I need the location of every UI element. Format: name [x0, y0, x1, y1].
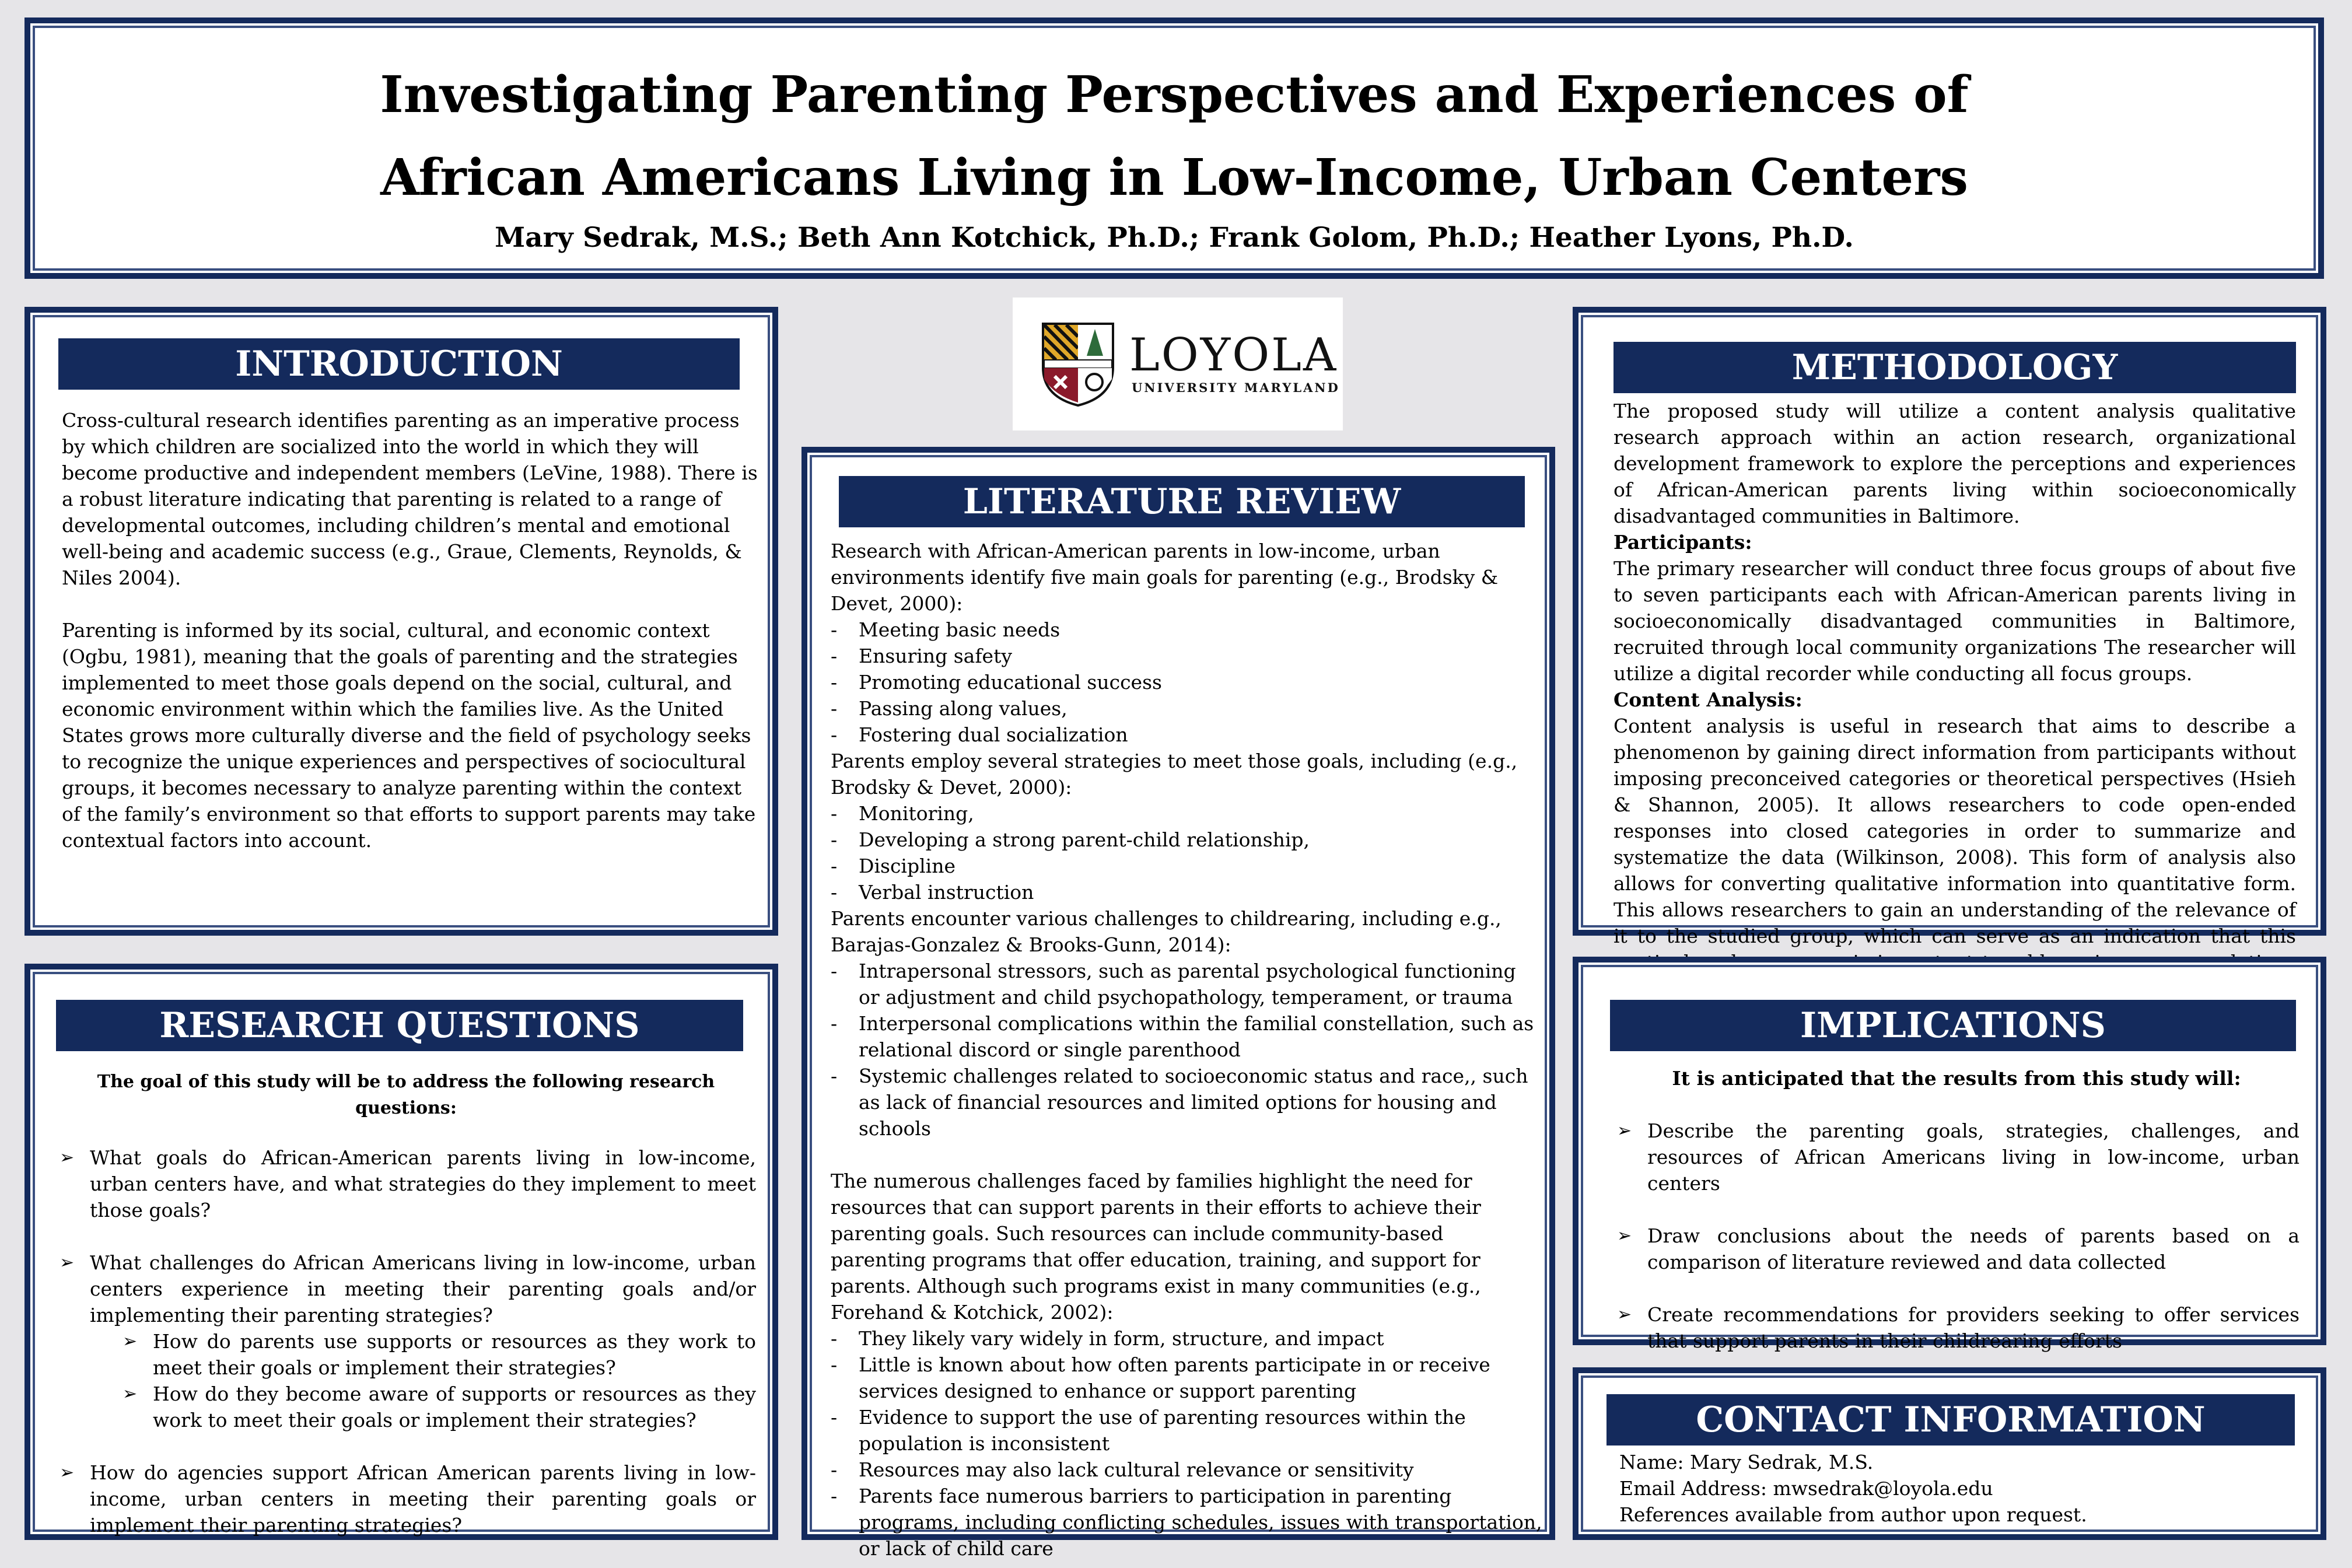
program-item: - They likely vary widely in form, structure, and impact [831, 1325, 1542, 1352]
challenge-item: - Intrapersonal stressors, such as parental psychological functioning or adjustment and child psychopathology, temperament, or trauma [831, 958, 1542, 1010]
goal-item: - Meeting basic needs [831, 617, 1542, 643]
literature-review-heading: LITERATURE REVIEW [839, 476, 1525, 527]
strategy-item: - Discipline [831, 853, 1542, 879]
content-analysis-label: Content Analysis: [1614, 688, 1803, 711]
arrow-bullet-icon: ➢ [60, 1462, 75, 1483]
arrow-bullet-icon: ➢ [1617, 1226, 1632, 1246]
arrow-bullet-icon: ➢ [123, 1331, 138, 1352]
introduction-paragraph-1: Cross-cultural research identifies parenting as an imperative process by which children are socialized into the world in which they will become productive and independent members (LeVine, 1988). There is a robust literature indicating that parenting is related to a range of developmental outcomes, including children’s mental and emotional well-being and academic success (e.g., Graue, Clements, Reynolds, & Niles 2004). [62, 409, 758, 589]
introduction-paragraph-2: Parenting is informed by its social, cultural, and economic context (Ogbu, 1981), meaning that the goals of parenting and the strategies implemented to meet those goals depend on the social, cultural, and economic environment within which the families live. As the United States grows more culturally diverse and the field of psychology seeks to recognize the unique experiences and perspectives of sociocultural groups, it becomes necessary to analyze parenting within the context of the family’s environment so that efforts to support parents may take contextual factors into account. [62, 619, 756, 852]
authors: Mary Sedrak, M.S.; Beth Ann Kotchick, Ph.D.; Frank Golom, Ph.D.; Heather Lyons, Ph.D. [495, 222, 1854, 254]
contact-email: Email Address: mwsedrak@loyola.edu [1619, 1477, 1993, 1500]
sub-question-item: ➢ How do they become aware of supports or resources as they work to meet their goals or implement their strategies? [119, 1381, 756, 1433]
contact-panel [1573, 1367, 2326, 1540]
strategy-item: - Developing a strong parent-child relationship, [831, 827, 1542, 853]
question-item: ➢ How do agencies support African American parents living in low-income, urban centers in meeting their parenting goals or implement their parenting strategies? [56, 1460, 756, 1538]
lit-intro-goals: Research with African-American parents in low-income, urban environments identify five main goals for parenting (e.g., Brodsky & Devet, 2000): [831, 540, 1499, 615]
arrow-bullet-icon: ➢ [1617, 1121, 1632, 1141]
implications-heading: IMPLICATIONS [1610, 1000, 2296, 1051]
contact-name: Name: Mary Sedrak, M.S. [1619, 1451, 1874, 1474]
methodology-panel [1573, 307, 2326, 947]
methodology-body [1614, 398, 2296, 1002]
program-item: - Resources may also lack cultural relevance or sensitivity [831, 1457, 1542, 1483]
program-item: - Parents face numerous barriers to participation in parenting programs, including conflicting schedules, issues with transportation, or lack of child care [831, 1483, 1542, 1562]
implication-item: ➢ Describe the parenting goals, strategies, challenges, and resources of African Americans living in low-income, urban centers [1614, 1118, 2300, 1196]
logo-wordmark: LOYOLA [1129, 329, 1338, 382]
participants-label: Participants: [1614, 531, 1752, 554]
implication-item: ➢ Draw conclusions about the needs of parents based on a comparison of literature reviewed and data collected [1614, 1223, 2300, 1275]
arrow-bullet-icon: ➢ [123, 1384, 138, 1404]
literature-review-panel [802, 447, 1555, 1560]
research-questions-body [56, 1069, 756, 1564]
lit-intro-programs: The numerous challenges faced by families highlight the need for resources that can support parents in their efforts to achieve their parenting goals. Such resources can include community-based parenting programs that offer education, training, and support for parents. Although such programs exist in many communities (e.g., Forehand & Kotchick, 2002): [831, 1170, 1481, 1324]
implications-panel [1573, 957, 2326, 1352]
contact-heading: CONTACT INFORMATION [1606, 1394, 2295, 1446]
lit-intro-strategies: Parents employ several strategies to meet those goals, including (e.g., Brodsky & Devet, 2000): [831, 750, 1518, 799]
arrow-bullet-icon: ➢ [60, 1252, 75, 1273]
content-analysis-text: Content analysis is useful in research that aims to describe a phenomenon by gaining direct information from participants without imposing preconceived categories or theoretical perspectives (Hsieh & Shannon, 2005). It allows researchers to code open-ended responses into closed categories in order to summarize and systematize the data (Wilkinson, 2008). This form of analysis also allows for converting qualitative information into quantitative form. This allows researchers to gain an understanding of the relevance of it to the studied group, which can serve as an indication that this [1614, 715, 2296, 947]
title-line-1: Investigating Parenting Perspectives and Experiences of [380, 65, 1969, 124]
participants-text: The primary researcher will conduct three focus groups of about five to seven participants each with African-American parents living in socioeconomically disadvantaged communities in Baltimore, recruited through local community organizations The researcher will utilize a digital recorder while conducting all focus groups. [1614, 557, 2296, 685]
goal-item: - Fostering dual socialization [831, 722, 1542, 748]
poster-title [30, 54, 2318, 219]
question-item: ➢ What goals do African-American parents living in low-income, urban centers have, and what strategies do they implement to meet those goals? [56, 1144, 756, 1223]
strategy-item: - Monitoring, [831, 800, 1542, 827]
challenge-item: - Systemic challenges related to socioeconomic status and race,, such as lack of financial resources and limited options for housing and schools [831, 1063, 1542, 1142]
program-item: - Little is known about how often parents participate in or receive services designed to enhance or support parenting [831, 1352, 1542, 1404]
goal-item: - Ensuring safety [831, 643, 1542, 669]
literature-review-body [831, 538, 1542, 1562]
program-item: - Evidence to support the use of parenting resources within the population is inconsistent [831, 1404, 1542, 1457]
introduction-panel [24, 307, 778, 936]
strategy-item: - Verbal instruction [831, 879, 1542, 905]
sub-question-item: ➢ How do parents use supports or resources as they work to meet their goals or implement their strategies? [119, 1328, 756, 1381]
logo-subtitle: UNIVERSITY MARYLAND [1132, 380, 1340, 395]
research-questions-heading: RESEARCH QUESTIONS [56, 1000, 743, 1051]
challenge-item: - Interpersonal complications within the familial constellation, such as relational discord or single parenthood [831, 1010, 1542, 1063]
research-questions-lead: The goal of this study will be to address the following research questions: [97, 1072, 715, 1118]
arrow-bullet-icon: ➢ [60, 1147, 75, 1168]
methodology-heading: METHODOLOGY [1614, 342, 2296, 393]
goal-item: - Promoting educational success [831, 669, 1542, 695]
goal-item: - Passing along values, [831, 695, 1542, 722]
question-item: ➢ What challenges do African Americans living in low-income, urban centers experience in meeting their parenting goals and/or implementing their parenting strategies? ➢ How do parents use supports or resources as they work to meet their goals or implement their strategies? ➢ How do they become aware of supports or resources as they work to meet their goals or implement their strategies? [56, 1250, 756, 1433]
implications-lead: It is anticipated that the results from this study will: [1672, 1067, 2241, 1090]
introduction-body [62, 407, 762, 880]
lit-intro-challenges: Parents encounter various challenges to childrearing, including e.g., Barajas-Gonzalez & Brooks-Gunn, 2014): [831, 907, 1502, 956]
contact-body [1619, 1449, 2290, 1528]
implication-item: ➢ Create recommendations for providers seeking to offer services that support parents in their childrearing efforts [1614, 1301, 2300, 1354]
contact-references: References available from author upon request. [1619, 1503, 2087, 1526]
research-questions-panel [24, 964, 778, 1540]
title-line-2: African Americans Living in Low-Income, Urban Centers [380, 148, 1968, 207]
methodology-paragraph: The proposed study will utilize a content analysis qualitative research approach within an action research, organizational development framework to explore the perceptions and experiences of African-American parents living within socioeconomically disadvantaged communities in Baltimore. [1614, 400, 2296, 527]
loyola-crest-icon [1037, 321, 1119, 408]
implications-body [1614, 1065, 2300, 1380]
loyola-logo [1013, 298, 1343, 430]
introduction-heading: INTRODUCTION [58, 338, 740, 390]
arrow-bullet-icon: ➢ [1617, 1304, 1632, 1325]
poster-header [24, 18, 2324, 279]
